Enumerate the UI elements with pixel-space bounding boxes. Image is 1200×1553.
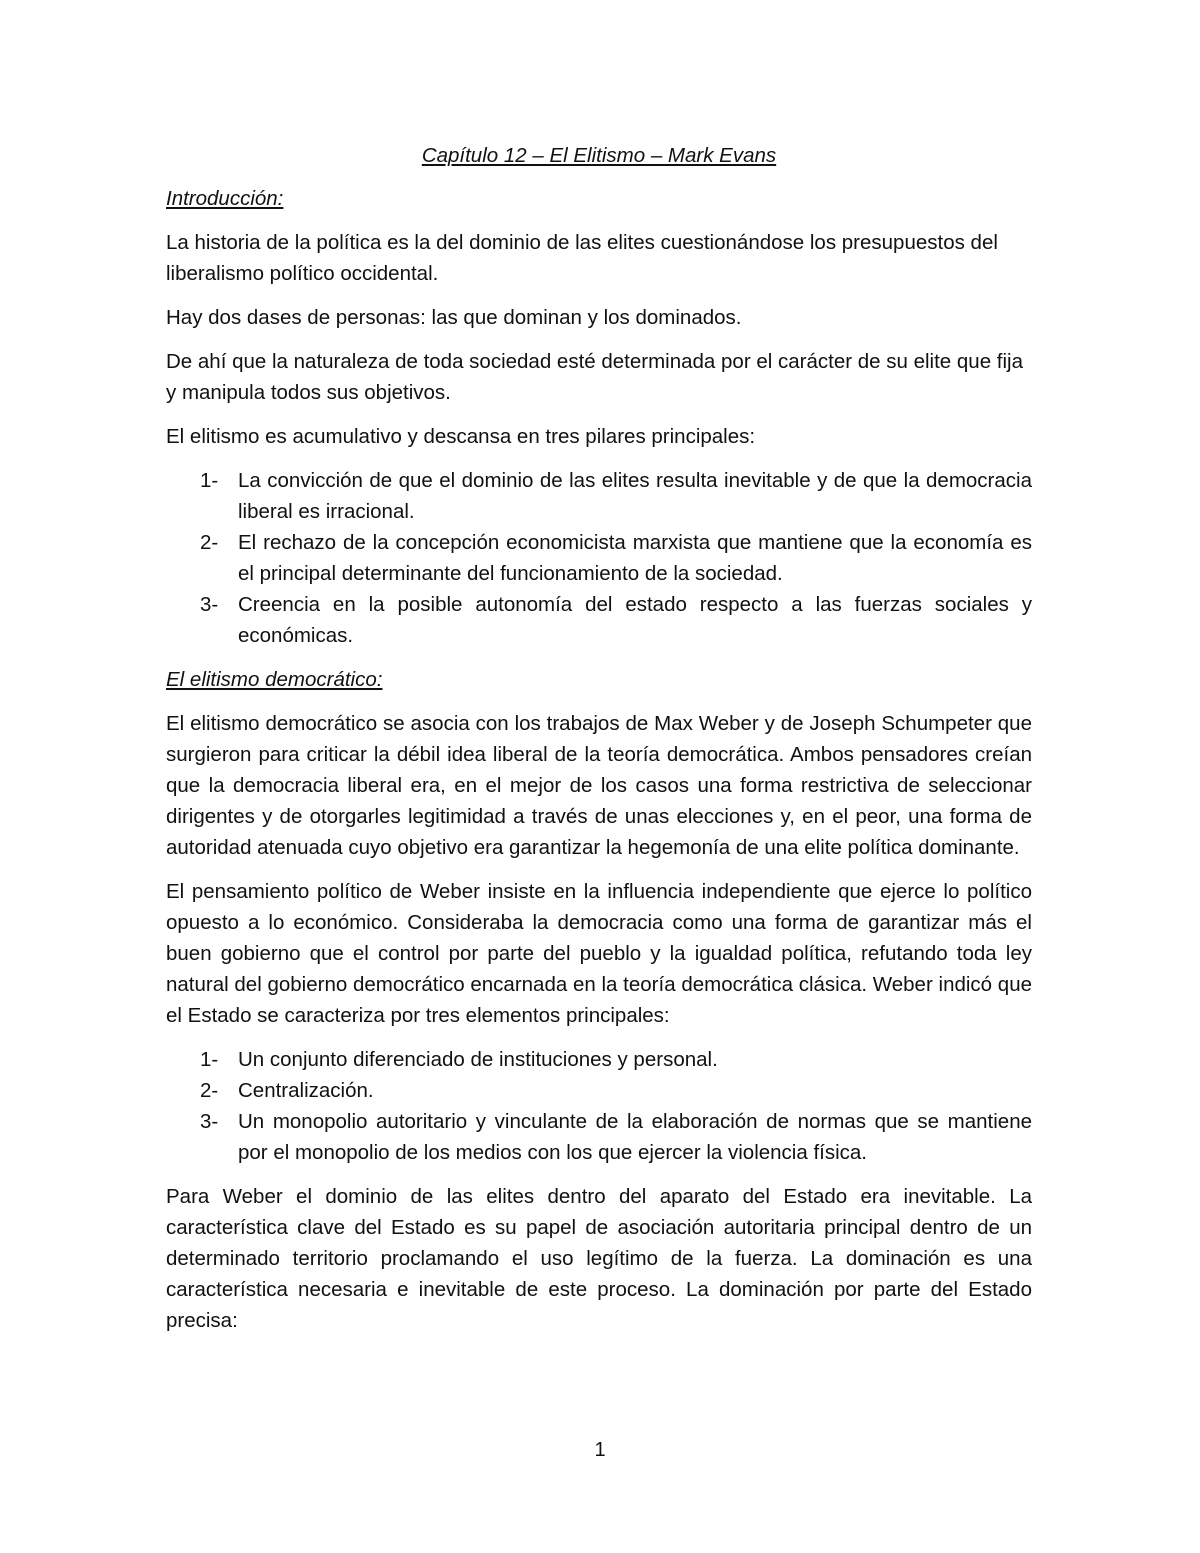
list-item bbox=[166, 1075, 1032, 1106]
document-title: Capítulo 12 – El Elitismo – Mark Evans bbox=[421, 144, 777, 167]
section-paragraph: El pensamiento político de Weber insiste en la influencia independiente que ejerce lo político opuesto a lo económico. Consideraba la democracia como una forma de garantizar más el buen gobierno que el control por parte del pueblo y la igualdad política, refutando toda ley natural del gobierno democrático encarnada en la teoría democrática clásica. Weber indicó que el Estado se caracteriza por tres elementos principales: bbox=[166, 880, 1032, 1027]
list-item-number: 1- bbox=[200, 469, 219, 492]
intro-paragraph: De ahí que la naturaleza de toda sociedad esté determinada por el carácter de su elite que fija y manipula todos sus objetivos. bbox=[166, 350, 1023, 404]
list-item-text: Un conjunto diferenciado de instituciones y personal. bbox=[238, 1048, 718, 1071]
intro-paragraph: La historia de la política es la del dominio de las elites cuestionándose los presupuestos del liberalismo político occidental. bbox=[166, 231, 998, 285]
section-heading: El elitismo democrático: bbox=[166, 668, 383, 691]
list-item-text: Centralización. bbox=[238, 1079, 374, 1102]
list-item-number: 1- bbox=[200, 1048, 219, 1071]
list-item-text: La convicción de que el dominio de las elites resulta inevitable y de que la democracia liberal es irracional. bbox=[238, 469, 1032, 523]
list-item-number: 2- bbox=[200, 531, 219, 554]
state-elements-list bbox=[166, 1044, 1032, 1168]
list-item-text: El rechazo de la concepción economicista marxista que mantiene que la economía es el principal determinante del funcionamiento de la sociedad. bbox=[238, 531, 1032, 585]
closing-paragraph: Para Weber el dominio de las elites dentro del aparato del Estado era inevitable. La característica clave del Estado es su papel de asociación autoritaria principal dentro de un determinado territorio proclamando el uso legítimo de la fuerza. La dominación es una característica necesaria e inevitable de este proceso. La dominación por parte del Estado precisa: bbox=[166, 1185, 1032, 1332]
intro-paragraph: Hay dos dases de personas: las que dominan y los dominados. bbox=[166, 306, 742, 329]
list-item-number: 3- bbox=[200, 1110, 219, 1133]
list-item-number: 2- bbox=[200, 1079, 219, 1102]
list-item-text: Un monopolio autoritario y vinculante de la elaboración de normas que se mantiene por el monopolio de los medios con los que ejercer la violencia física. bbox=[238, 1110, 1032, 1164]
intro-heading: Introducción: bbox=[166, 187, 284, 210]
list-item bbox=[166, 1106, 1032, 1168]
list-item bbox=[166, 1044, 1032, 1075]
list-item-number: 3- bbox=[200, 593, 219, 616]
list-item-text: Creencia en la posible autonomía del estado respecto a las fuerzas sociales y económicas. bbox=[238, 593, 1032, 647]
section-paragraph: El elitismo democrático se asocia con los trabajos de Max Weber y de Joseph Schumpeter que surgieron para criticar la débil idea liberal de la teoría democrática. Ambos pensadores creían que la democracia liberal era, en el mejor de los casos una forma restrictiva de seleccionar dirigentes y de otorgarles legitimidad a través de unas elecciones y, en el peor, una forma de autoridad atenuada cuyo objetivo era garantizar la hegemonía de una elite política dominante. bbox=[166, 712, 1032, 859]
pillars-list bbox=[166, 465, 1032, 651]
intro-paragraph: El elitismo es acumulativo y descansa en tres pilares principales: bbox=[166, 425, 756, 448]
page-content bbox=[166, 140, 1032, 1349]
list-item bbox=[166, 527, 1032, 589]
list-item bbox=[166, 465, 1032, 527]
list-item bbox=[166, 589, 1032, 651]
page-number: 1 bbox=[594, 1439, 606, 1461]
